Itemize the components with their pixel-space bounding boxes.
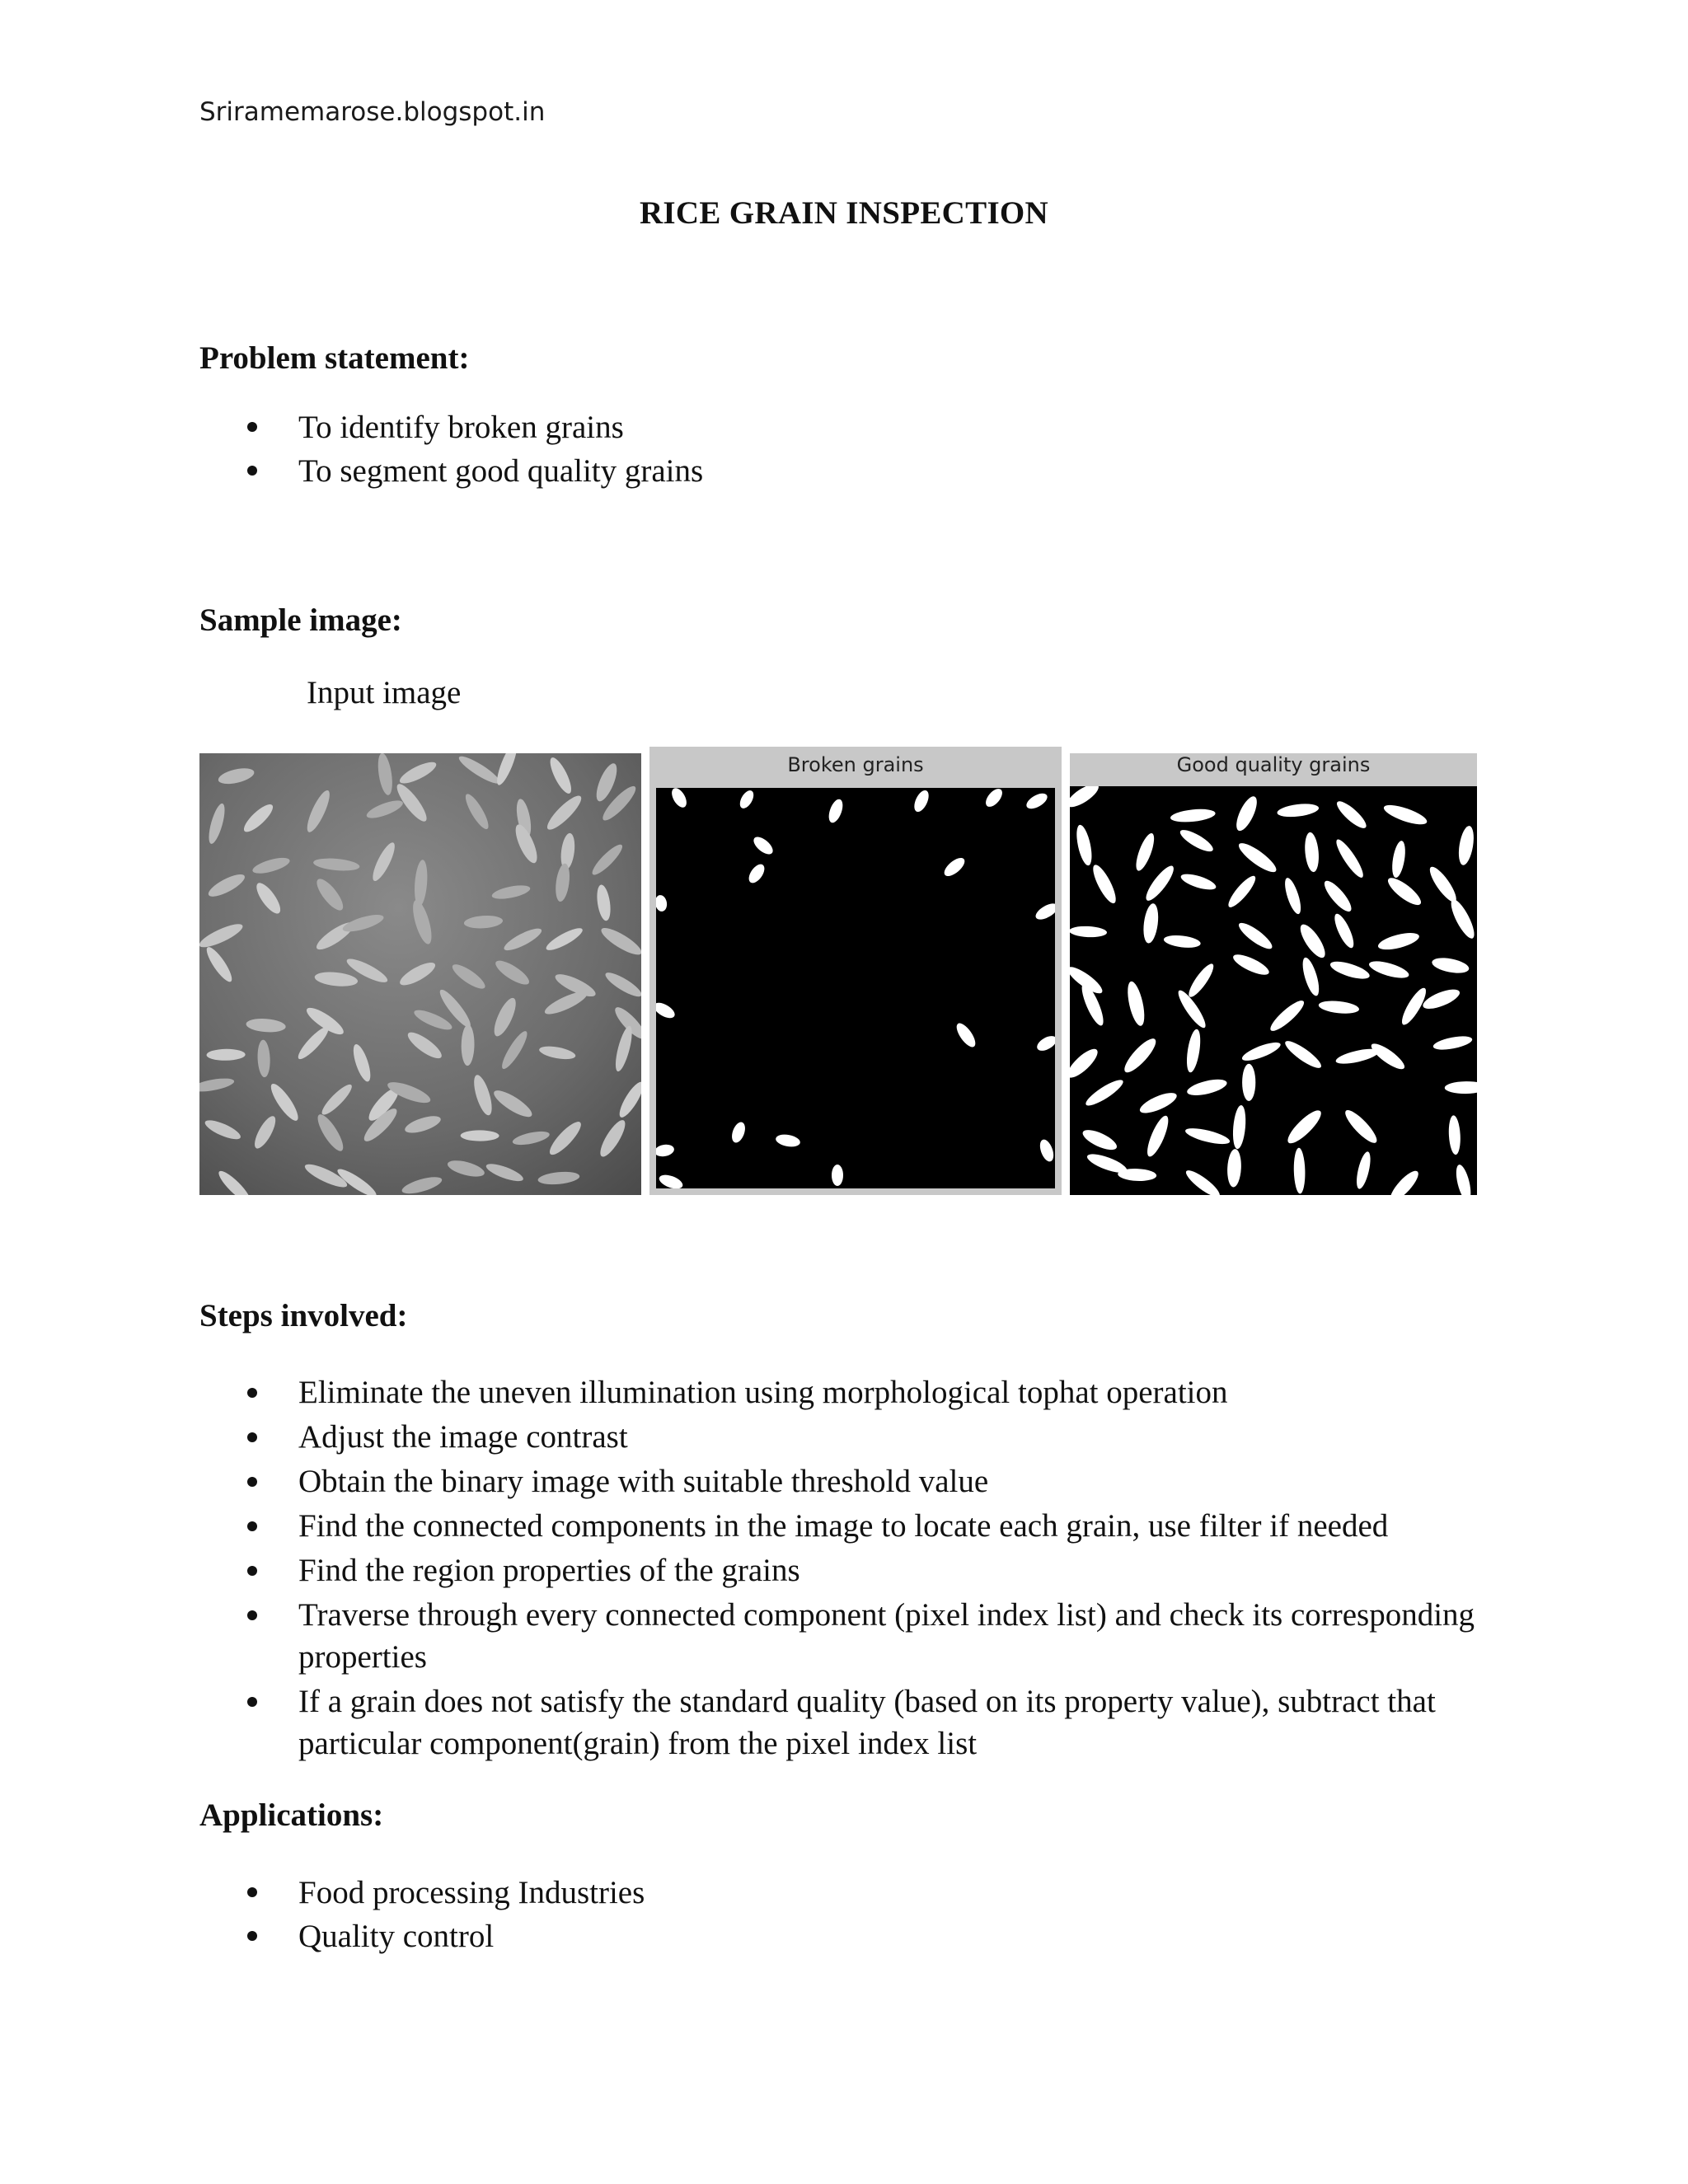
good-grain [1226, 1149, 1242, 1188]
good-grain [1385, 874, 1425, 909]
bullet-icon [247, 1566, 257, 1576]
problem-statement-heading: Problem statement: [199, 340, 470, 376]
broken-grains-figure [649, 747, 1062, 1195]
list-item [199, 1460, 1502, 1502]
good-grain [1089, 862, 1119, 906]
broken-grain [954, 1020, 979, 1050]
list-item [199, 405, 1502, 449]
good-grain [1354, 1151, 1373, 1190]
bullet-icon [247, 422, 257, 432]
good-grain [1448, 1115, 1461, 1155]
good-grain [1236, 919, 1275, 953]
list-item-text: Find the connected components in the image to locate each grain, use filter if needed [298, 1508, 1389, 1544]
list-item-text: Obtain the binary image with suitable threshold value [298, 1464, 989, 1499]
good-grain [1390, 840, 1407, 879]
broken-grain [982, 788, 1005, 809]
good-grain [1137, 1089, 1179, 1117]
input-image-graphic [199, 753, 641, 1195]
broken-grain [775, 1133, 801, 1149]
broken-grain [656, 1143, 675, 1158]
good-grain [1431, 955, 1470, 976]
bullet-icon [247, 1931, 257, 1941]
good-grain [1282, 1037, 1325, 1071]
list-item-text: If a grain does not satisfy the standard quality (based on its property value), subtract that particular component(grain) from the pixel index list [298, 1684, 1436, 1761]
good-grain [1132, 832, 1157, 873]
input-image-caption: Input image [307, 675, 462, 710]
list-item-text: Eliminate the uneven illumination using morphological tophat operation [298, 1375, 1228, 1410]
page-title: RICE GRAIN INSPECTION [639, 195, 1049, 231]
good-grain [1170, 807, 1216, 823]
good-grain [1293, 1148, 1306, 1194]
list-item [199, 1549, 1502, 1591]
broken-grains-graphic [656, 788, 1055, 1188]
list-item-text: To identify broken grains [298, 410, 624, 445]
list-item [199, 449, 1502, 493]
list-item-text: To segment good quality grains [298, 453, 704, 489]
broken-grain [1034, 1033, 1055, 1053]
broken-grain [656, 894, 668, 912]
good-grain [1231, 1104, 1247, 1149]
broken-grain [729, 1120, 748, 1144]
good-grain [1242, 1064, 1255, 1101]
list-item-text: Traverse through every connected component (pixel index list) and check its corresponding properties [298, 1597, 1475, 1675]
good-grain [1331, 912, 1357, 950]
broken-grain [912, 788, 932, 813]
good-grain [1296, 921, 1329, 962]
good-grain [1386, 1167, 1422, 1195]
broken-grain [1024, 790, 1049, 812]
good-grain [1183, 1167, 1222, 1195]
good-grains-canvas [1070, 786, 1477, 1195]
good-grain [1163, 934, 1201, 949]
good-grain [1185, 961, 1217, 1000]
good-grain [1240, 1039, 1282, 1065]
good-grain [1445, 1081, 1477, 1094]
good-grains-label: Good quality grains [1176, 753, 1371, 776]
steps-heading: Steps involved: [199, 1298, 408, 1333]
broken-grain [737, 788, 756, 810]
bullet-icon [247, 466, 257, 476]
broken-grain [751, 834, 776, 858]
list-item [199, 1505, 1502, 1547]
broken-grain [656, 1000, 678, 1021]
problem-statement-list [199, 405, 1502, 493]
good-grain [1142, 902, 1160, 944]
good-grain [1232, 794, 1261, 833]
good-grain [1376, 930, 1421, 953]
good-grain [1368, 1040, 1408, 1073]
good-grain [1334, 798, 1370, 832]
good-grain [1320, 877, 1355, 915]
applications-list [199, 1871, 1502, 1958]
steps-list [199, 1371, 1502, 1765]
broken-grain [1038, 1137, 1055, 1163]
broken-grain [826, 798, 845, 825]
broken-grain [746, 861, 767, 885]
broken-grains-label: Broken grains [787, 753, 924, 776]
list-item [199, 1871, 1502, 1915]
bullet-icon [247, 1697, 257, 1707]
good-grain [1432, 1033, 1474, 1052]
good-grain [1333, 837, 1367, 880]
good-grain [1341, 1106, 1381, 1146]
good-grain [1143, 1113, 1172, 1159]
good-grain [1381, 801, 1428, 828]
good-grain [1267, 996, 1307, 1034]
bullet-icon [247, 1887, 257, 1897]
good-grain [1236, 839, 1280, 876]
good-grain [1184, 1029, 1203, 1074]
good-grain [1124, 980, 1147, 1027]
good-grain [1185, 1076, 1228, 1099]
good-grain [1225, 873, 1259, 911]
broken-grain [832, 1165, 843, 1186]
good-grain [1282, 876, 1304, 916]
header-site-url: Sriramemarose.blogspot.in [199, 97, 546, 127]
good-grain [1074, 823, 1095, 866]
good-grain [1367, 958, 1410, 982]
good-grain [1421, 986, 1462, 1013]
good-grain [1080, 1126, 1119, 1154]
good-grain [1142, 863, 1178, 904]
list-item-text: Find the region properties of the grains [298, 1553, 800, 1588]
list-item-text: Food processing Industries [298, 1875, 645, 1910]
list-item [199, 1371, 1502, 1413]
good-grain [1231, 951, 1271, 979]
bullet-icon [247, 1610, 257, 1620]
broken-grain [1034, 900, 1055, 922]
broken-grain [658, 1172, 685, 1188]
good-grain [1453, 1164, 1474, 1195]
applications-heading: Applications: [199, 1797, 384, 1833]
good-grain [1283, 1106, 1325, 1147]
bullet-icon [247, 1477, 257, 1487]
good-grain [1083, 1076, 1126, 1109]
good-grain [1456, 825, 1476, 866]
sample-image-heading: Sample image: [199, 602, 402, 638]
broken-grain [941, 855, 968, 879]
bullet-icon [247, 1388, 257, 1398]
good-grain [1070, 926, 1107, 938]
list-item-text: Quality control [298, 1919, 495, 1954]
input-image-figure [199, 753, 641, 1195]
good-grain [1303, 832, 1320, 873]
bullet-icon [247, 1521, 257, 1531]
good-grain [1318, 999, 1360, 1015]
good-grain [1329, 958, 1372, 982]
good-grain [1426, 864, 1461, 906]
bullet-icon [247, 1432, 257, 1442]
list-item [199, 1594, 1502, 1678]
good-grain [1447, 897, 1477, 941]
good-grain [1277, 802, 1320, 819]
broken-grain [668, 788, 689, 810]
list-item-text: Adjust the image contrast [298, 1419, 628, 1455]
broken-grains-canvas [656, 788, 1055, 1188]
list-item [199, 1680, 1502, 1765]
good-grains-figure [1070, 753, 1477, 1195]
good-grain [1070, 1045, 1101, 1082]
good-grain [1300, 956, 1323, 997]
good-grain [1178, 827, 1216, 855]
good-grain [1070, 786, 1102, 811]
good-grain [1120, 1034, 1160, 1076]
good-grain [1184, 1125, 1231, 1147]
good-grains-graphic [1070, 786, 1477, 1195]
good-grain [1179, 871, 1218, 893]
list-item [199, 1915, 1502, 1958]
list-item [199, 1416, 1502, 1458]
